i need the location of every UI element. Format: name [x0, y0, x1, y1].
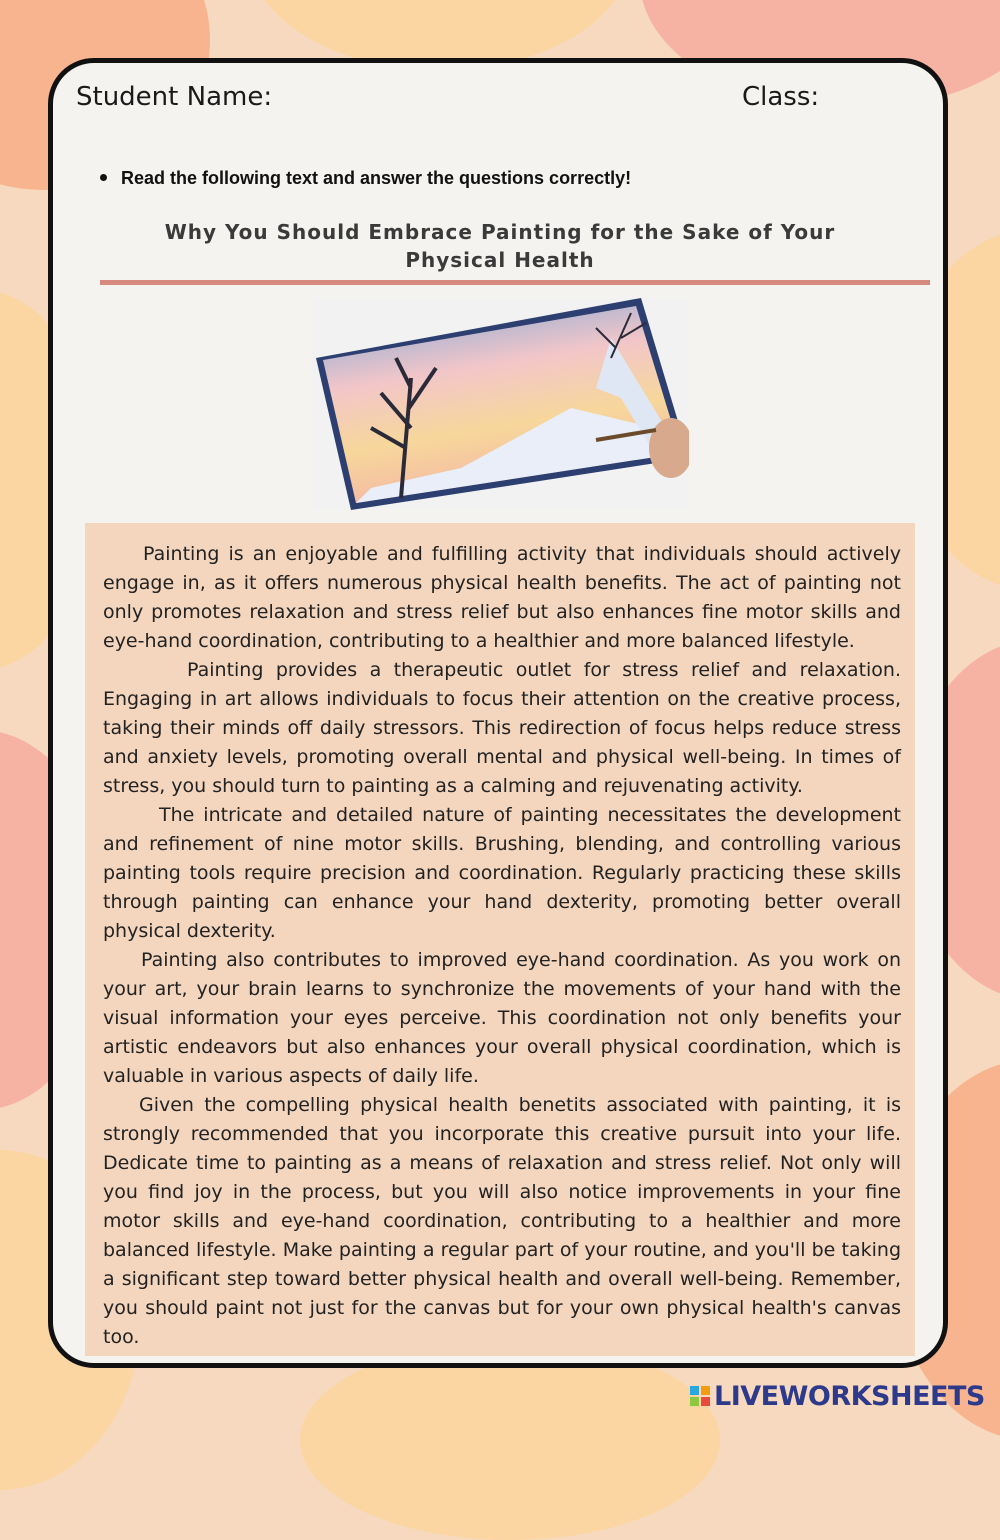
paragraph-1: Painting is an enjoyable and fulfilling activity that individuals should actively engage in, as it offers numerous physical health benefits. The act of painting not only promotes relaxation and stress relief but also enhances fine motor skills and eye-hand coordination, contributing to a healthier and more balanced lifestyle.	[103, 543, 901, 652]
reading-text-box	[85, 523, 915, 1356]
student-name-label: Student Name:	[76, 82, 273, 112]
paragraph-3: The intricate and detailed nature of painting necessitates the development and refinement of nine motor skills. Brushing, blending, and controlling various painting tools require precision and coordination. Regularly practicing these skills through painting can enhance your hand dexterity, promoting better overall physical dexterity.	[103, 804, 901, 942]
page-title: Why You Should Embrace Painting for the Sake of Your Physical Health	[164, 220, 836, 272]
paragraph-4: Painting also contributes to improved eye-hand coordination. As you work on your art, your brain learns to synchronize the movements of your hand with the visual information your eyes perceive. This coordination not only benefits your artistic endeavors but also enhances your overall physical coordination, which is valuable in various aspects of daily life.	[103, 949, 901, 1087]
title-divider	[100, 280, 930, 285]
painting-image	[311, 298, 689, 510]
logo-text: LIVEWORKSHEETS	[714, 1380, 985, 1412]
class-label: Class:	[742, 82, 820, 112]
bullet-icon	[100, 174, 107, 181]
paragraph-2: Painting provides a therapeutic outlet for stress relief and relaxation. Engaging in art allows individuals to focus their attention on the creative process, taking their minds off daily stressors. This redirection of focus helps reduce stress and anxiety levels, promoting overall mental and physical well-being. In times of stress, you should turn to painting as a calming and rejuvenating activity.	[103, 659, 901, 797]
instruction-text: Read the following text and answer the questions correctly!	[121, 168, 632, 188]
liveworksheets-logo	[690, 1380, 985, 1412]
painting-illustration	[311, 298, 689, 510]
instruction	[100, 168, 900, 189]
liveworksheets-logo-icon	[690, 1386, 710, 1406]
paragraph-5: Given the compelling physical health benetits associated with painting, it is strongly recommended that you incorporate this creative pursuit into your life. Dedicate time to painting as a means of relaxation and stress relief. Not only will you find joy in the process, but you will also notice improvements in your fine motor skills and eye-hand coordination, contributing to a healthier and more balanced lifestyle. Make painting a regular part of your routine, and you'll be taking a significant step toward better physical health and overall well-being. Remember, you should paint not just for the canvas but for your own physical health's canvas too.	[103, 1094, 901, 1348]
background-blob	[300, 1340, 720, 1540]
